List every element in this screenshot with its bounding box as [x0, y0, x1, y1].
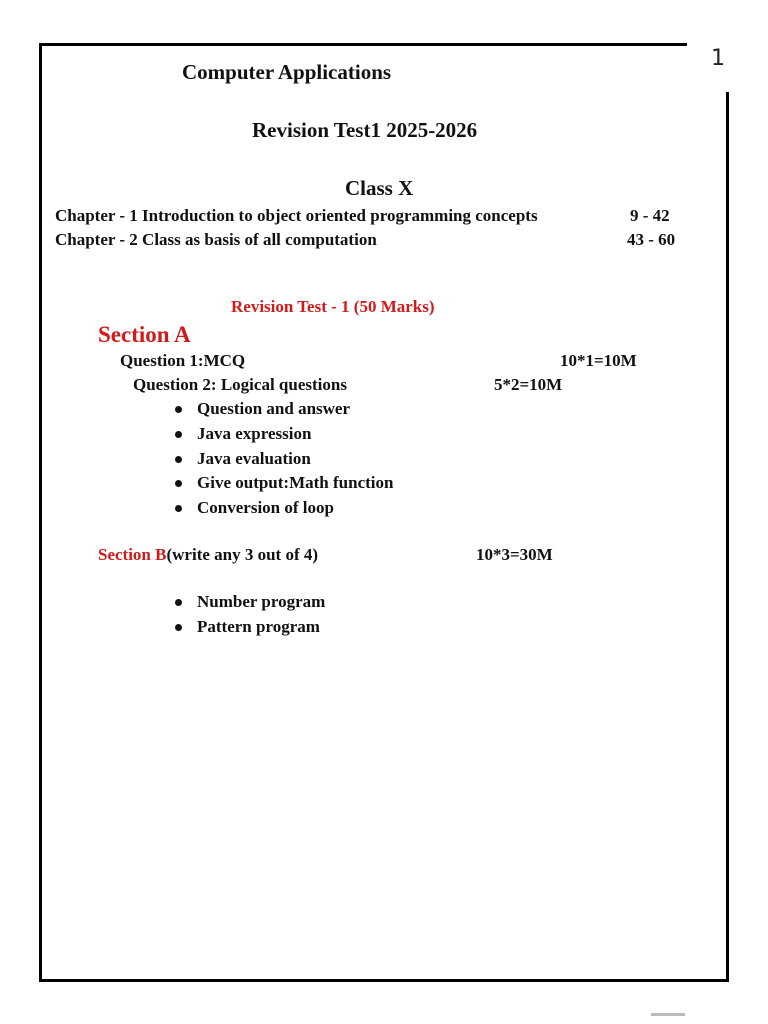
list-item: Number program	[175, 590, 325, 615]
section-b-heading	[98, 545, 318, 565]
question-1-marks: 10*1=10M	[560, 351, 637, 370]
page-border-bottom	[39, 979, 729, 982]
question-2-label: Question 2: Logical questions	[133, 375, 347, 394]
page-border-right	[726, 92, 729, 982]
page-border-left	[39, 43, 42, 982]
footer-mark	[651, 1013, 685, 1016]
test-title: Revision Test1 2025-2026	[252, 118, 478, 142]
class-heading: Class X	[345, 176, 414, 200]
chapter-1-pages: 9 - 42	[630, 206, 670, 225]
section-b-topic-list	[175, 590, 325, 640]
section-a-title: Section A	[98, 322, 191, 347]
list-item: Give output:Math function	[175, 471, 393, 496]
list-item: Java expression	[175, 422, 393, 447]
list-item: Conversion of loop	[175, 496, 393, 521]
subject-heading: Computer Applications	[182, 60, 392, 84]
chapter-2-label: Chapter - 2 Class as basis of all computation	[55, 230, 377, 249]
page-number: 1	[711, 46, 725, 71]
chapter-1-label: Chapter - 1 Introduction to object oriented programming concepts	[55, 206, 538, 225]
section-b-title: Section B	[98, 545, 167, 564]
revision-test-label: Revision Test - 1 (50 Marks)	[231, 297, 435, 316]
page-border-top	[39, 43, 687, 46]
chapter-2-pages: 43 - 60	[627, 230, 676, 249]
section-b-marks: 10*3=30M	[476, 545, 553, 564]
section-b-instruction: (write any 3 out of 4)	[166, 545, 319, 564]
question-2-marks: 5*2=10M	[494, 375, 563, 394]
list-item: Java evaluation	[175, 447, 393, 472]
section-a-topic-list	[175, 397, 393, 521]
question-1-label: Question 1:MCQ	[120, 351, 246, 370]
list-item: Pattern program	[175, 615, 325, 640]
list-item: Question and answer	[175, 397, 393, 422]
